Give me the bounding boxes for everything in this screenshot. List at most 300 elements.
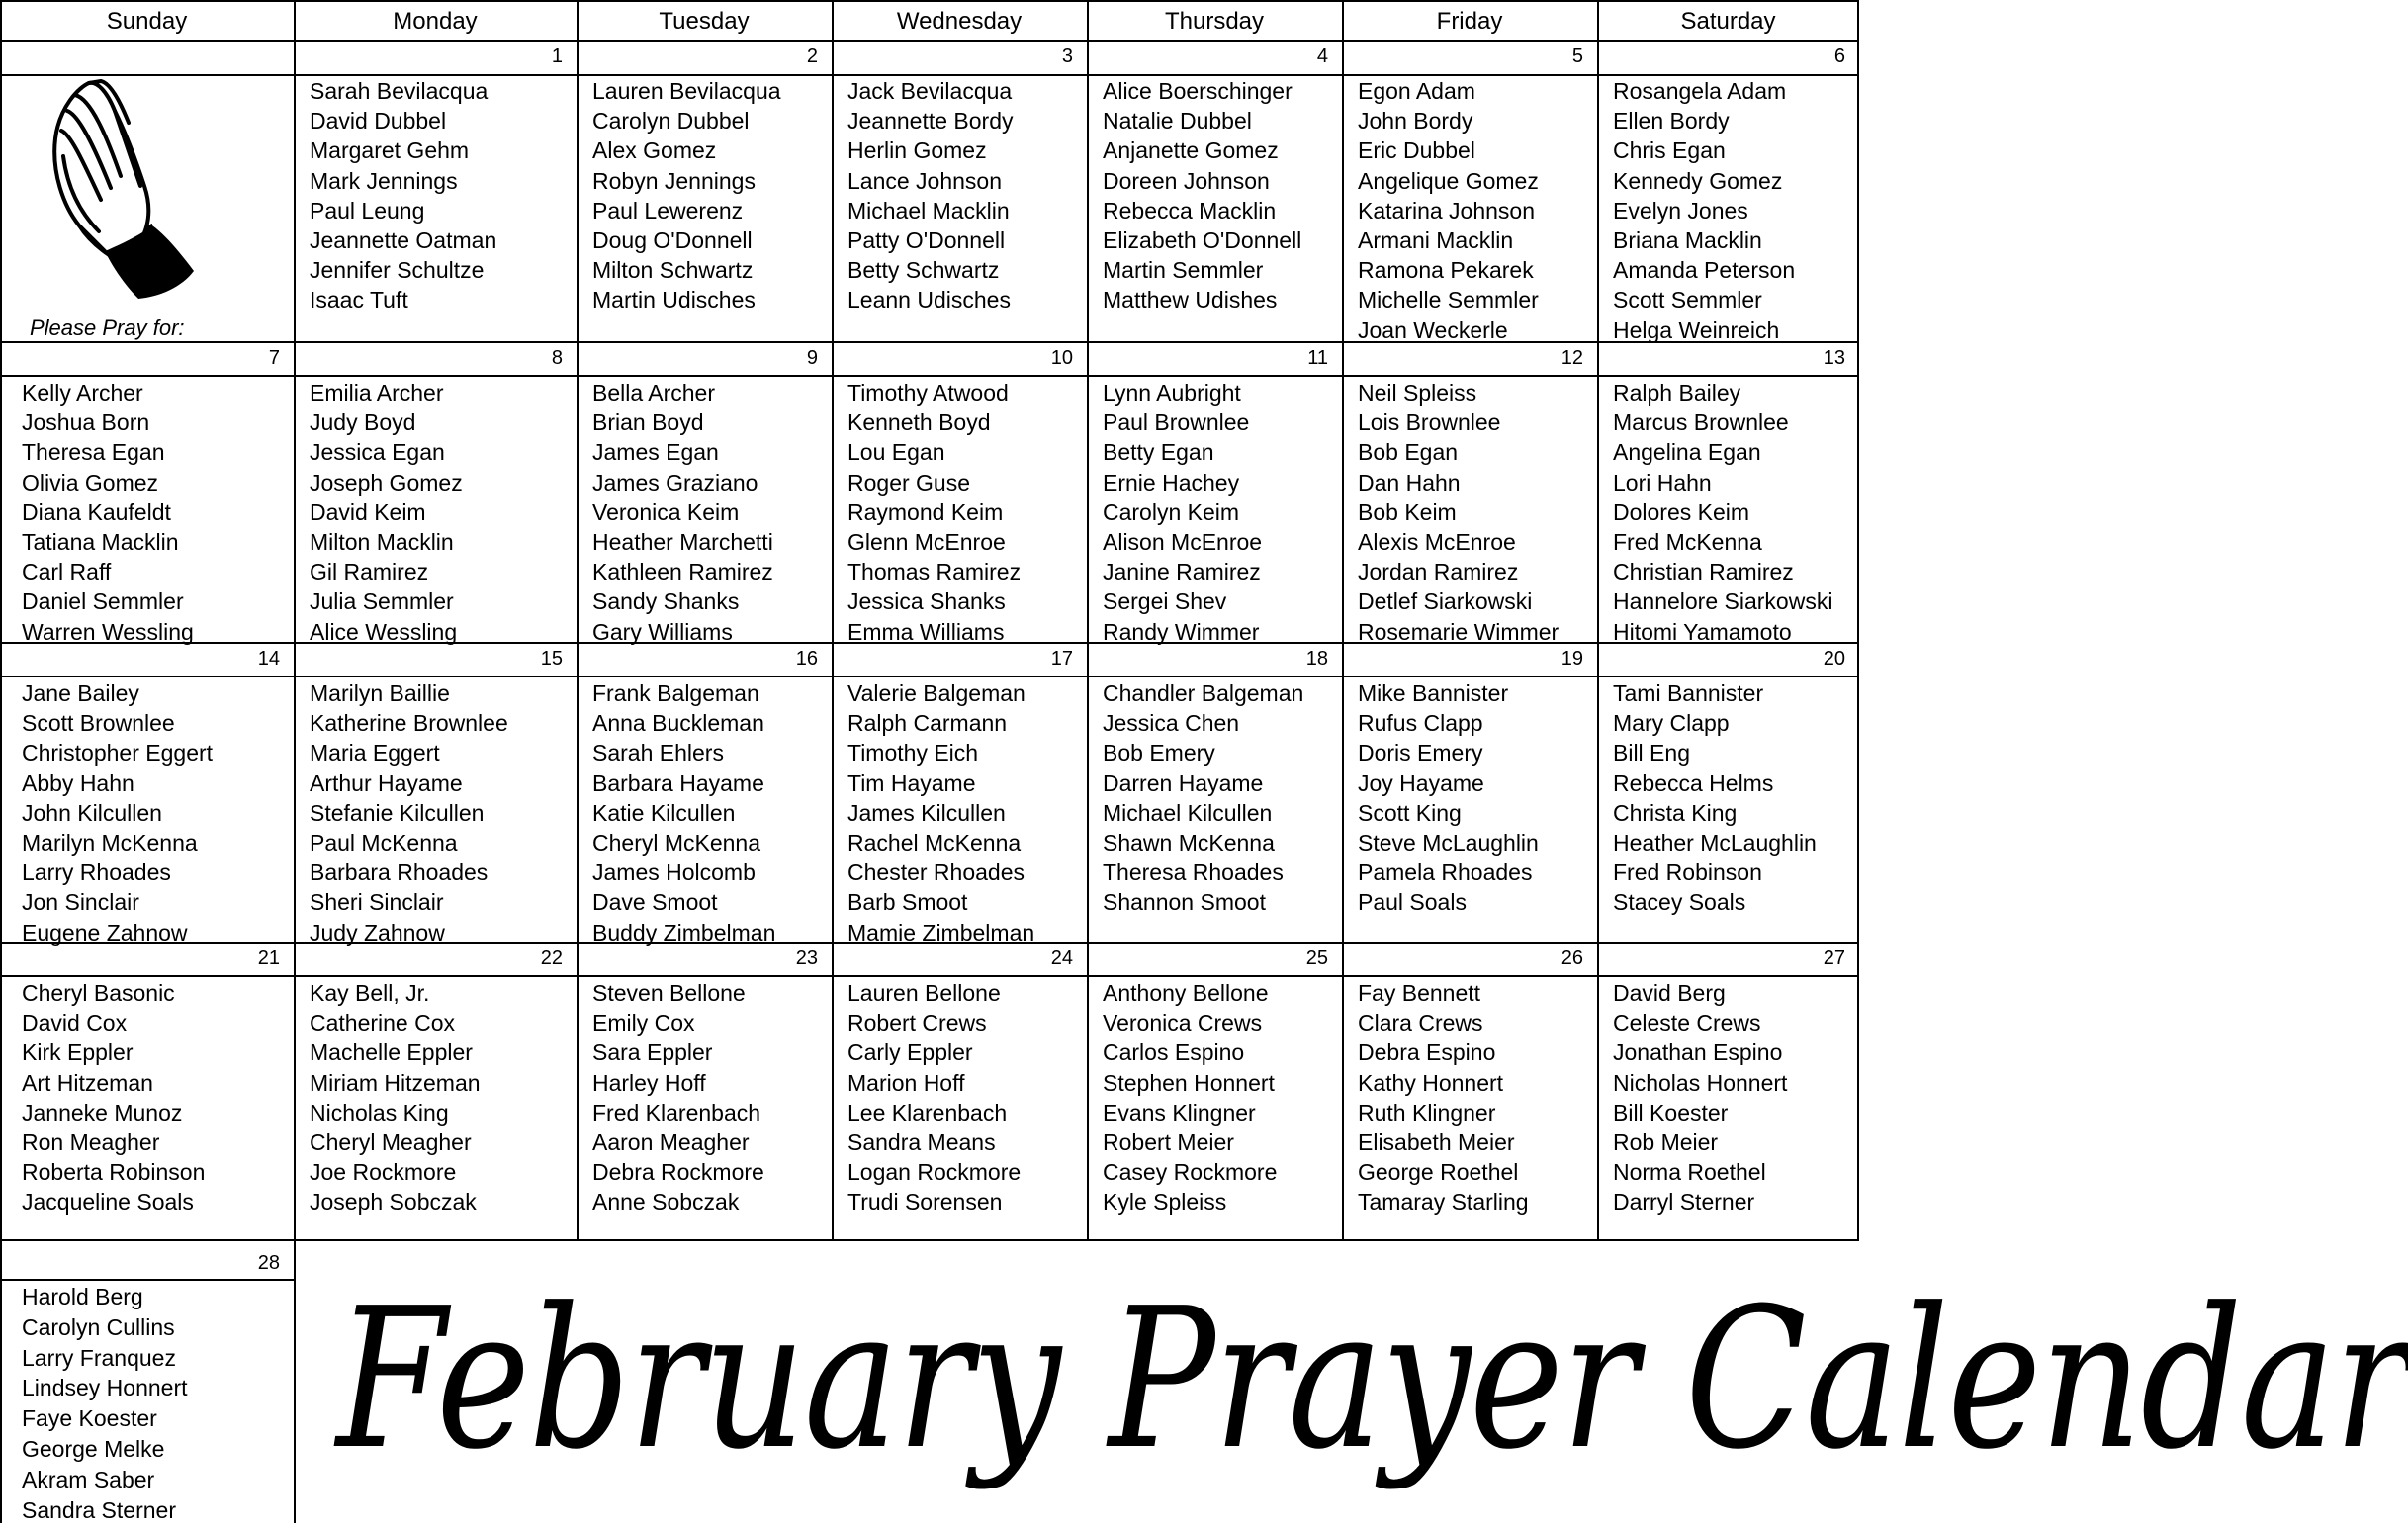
name-item: Doug O'Donnell	[592, 226, 753, 253]
name-item: Helga Weinreich	[1613, 316, 1780, 343]
name-item: Celeste Crews	[1613, 1010, 1761, 1037]
name-item: Tami Bannister	[1613, 680, 1764, 706]
grid-line-horizontal	[0, 1279, 294, 1281]
name-item: Kyle Spleiss	[1103, 1189, 1227, 1216]
name-item: Joseph Gomez	[310, 469, 463, 496]
name-item: David Dubbel	[310, 108, 447, 135]
name-item: Bill Eng	[1613, 740, 1690, 766]
name-item: Lois Brownlee	[1358, 409, 1501, 436]
name-item: Marion Hoff	[847, 1069, 965, 1096]
name-item: Julia Semmler	[310, 588, 454, 615]
name-item: Jessica Chen	[1103, 710, 1240, 737]
day-number-7: 7	[268, 347, 280, 369]
day-9-name-list	[592, 378, 773, 647]
name-item: Lance Johnson	[847, 167, 1003, 194]
name-item: Katie Kilcullen	[592, 799, 736, 826]
name-item: George Melke	[22, 1435, 165, 1462]
weekday-header-tuesday: Tuesday	[659, 8, 750, 35]
name-item: Anna Buckleman	[592, 710, 764, 737]
name-item: Leann Udisches	[847, 287, 1011, 314]
name-item: Pamela Rhoades	[1358, 859, 1533, 886]
day-22-name-list	[310, 978, 481, 1217]
name-item: Norma Roethel	[1613, 1159, 1766, 1186]
name-item: Randy Wimmer	[1103, 618, 1260, 645]
name-item: Sandy Shanks	[592, 588, 740, 615]
name-item: Miriam Hitzeman	[310, 1069, 481, 1096]
grid-line-horizontal	[0, 0, 1859, 2]
day-7-name-list	[22, 378, 194, 647]
day-3-name-list	[847, 76, 1014, 316]
name-item: Jonathan Espino	[1613, 1039, 1783, 1066]
name-item: Nicholas Honnert	[1613, 1069, 1788, 1096]
name-item: Elisabeth Meier	[1358, 1128, 1515, 1155]
name-item: Sarah Bevilacqua	[310, 78, 489, 104]
name-item: Fred McKenna	[1613, 528, 1762, 555]
name-item: Dolores Keim	[1613, 498, 1750, 525]
name-item: Fred Klarenbach	[592, 1099, 761, 1126]
name-item: Alison McEnroe	[1103, 528, 1263, 555]
name-item: Sandra Sterner	[22, 1496, 176, 1523]
name-item: Lauren Bevilacqua	[592, 78, 781, 104]
day-number-22: 22	[540, 947, 563, 969]
day-number-17: 17	[1050, 648, 1073, 670]
grid-line-vertical	[577, 0, 579, 1241]
name-item: Kay Bell, Jr.	[310, 980, 430, 1006]
name-item: Christian Ramirez	[1613, 559, 1794, 586]
name-item: Fay Bennett	[1358, 980, 1481, 1006]
name-item: Jacqueline Soals	[22, 1189, 194, 1216]
name-item: Stacey Soals	[1613, 889, 1746, 916]
name-item: Cheryl McKenna	[592, 829, 761, 856]
name-item: Armani Macklin	[1358, 226, 1514, 253]
name-item: Emilia Archer	[310, 380, 444, 406]
day-number-1: 1	[551, 45, 563, 67]
name-item: Kelly Archer	[22, 380, 143, 406]
name-item: Anjanette Gomez	[1103, 137, 1279, 164]
name-item: Jennifer Schultze	[310, 257, 485, 284]
day-number-18: 18	[1305, 648, 1328, 670]
name-item: Elizabeth O'Donnell	[1103, 226, 1302, 253]
day-4-name-list	[1103, 76, 1301, 316]
name-item: Margaret Gehm	[310, 137, 470, 164]
name-item: Darren Hayame	[1103, 769, 1264, 796]
name-item: Ruth Klingner	[1358, 1099, 1496, 1126]
day-number-10: 10	[1050, 347, 1073, 369]
name-item: Veronica Crews	[1103, 1010, 1263, 1037]
name-item: Raymond Keim	[847, 498, 1004, 525]
name-item: Hitomi Yamamoto	[1613, 618, 1792, 645]
name-item: Isaac Tuft	[310, 287, 408, 314]
name-item: Tamaray Starling	[1358, 1189, 1529, 1216]
day-number-5: 5	[1571, 45, 1583, 67]
name-item: Theresa Rhoades	[1103, 859, 1284, 886]
name-item: Art Hitzeman	[22, 1069, 153, 1096]
name-item: Kathy Honnert	[1358, 1069, 1504, 1096]
name-item: Glenn McEnroe	[847, 528, 1006, 555]
name-item: Eric Dubbel	[1358, 137, 1475, 164]
name-item: Paul McKenna	[310, 829, 458, 856]
day-16-name-list	[592, 678, 775, 947]
name-item: James Kilcullen	[847, 799, 1006, 826]
name-item: Jack Bevilacqua	[847, 78, 1013, 104]
weekday-header-monday: Monday	[393, 8, 478, 35]
name-item: Valerie Balgeman	[847, 680, 1026, 706]
name-item: Harley Hoff	[592, 1069, 706, 1096]
name-item: Ron Meagher	[22, 1128, 160, 1155]
name-item: Shawn McKenna	[1103, 829, 1275, 856]
name-item: Tim Hayame	[847, 769, 976, 796]
name-item: Kenneth Boyd	[847, 409, 991, 436]
day-17-name-list	[847, 678, 1034, 947]
name-item: Scott King	[1358, 799, 1462, 826]
name-item: Amanda Peterson	[1613, 257, 1796, 284]
name-item: Angelique Gomez	[1358, 167, 1539, 194]
day-number-19: 19	[1561, 648, 1583, 670]
day-number-15: 15	[540, 648, 563, 670]
name-item: Emily Cox	[592, 1010, 695, 1037]
name-item: Robyn Jennings	[592, 167, 756, 194]
name-item: David Cox	[22, 1010, 128, 1037]
name-item: Michael Kilcullen	[1103, 799, 1273, 826]
name-item: Bob Egan	[1358, 439, 1459, 466]
grid-line-horizontal	[0, 676, 1859, 677]
name-item: Rosemarie Wimmer	[1358, 618, 1560, 645]
name-item: Sergei Shev	[1103, 588, 1227, 615]
name-item: Sarah Ehlers	[592, 740, 724, 766]
name-item: Maria Eggert	[310, 740, 440, 766]
day-28-name-list	[22, 1282, 188, 1525]
day-number-26: 26	[1561, 947, 1583, 969]
name-item: Lauren Bellone	[847, 980, 1001, 1006]
name-item: Bob Keim	[1358, 498, 1457, 525]
name-item: Gary Williams	[592, 618, 733, 645]
name-item: David Keim	[310, 498, 426, 525]
day-number-9: 9	[806, 347, 818, 369]
day-6-name-list	[1613, 76, 1795, 345]
praying-hands-icon	[49, 77, 198, 301]
day-15-name-list	[310, 678, 508, 947]
name-item: Michael Macklin	[847, 197, 1010, 224]
name-item: Warren Wessling	[22, 618, 194, 645]
day-18-name-list	[1103, 678, 1303, 918]
name-item: Roberta Robinson	[22, 1159, 206, 1186]
grid-line-vertical	[1857, 0, 1859, 1241]
name-item: Brian Boyd	[592, 409, 704, 436]
name-item: Darryl Sterner	[1613, 1189, 1755, 1216]
day-number-3: 3	[1061, 45, 1073, 67]
name-item: Heather McLaughlin	[1613, 829, 1817, 856]
name-item: Alex Gomez	[592, 137, 717, 164]
name-item: Casey Rockmore	[1103, 1159, 1278, 1186]
name-item: Marilyn Baillie	[310, 680, 450, 706]
name-item: Alice Boerschinger	[1103, 78, 1293, 104]
day-number-25: 25	[1305, 947, 1328, 969]
name-item: Stephen Honnert	[1103, 1069, 1275, 1096]
name-item: Scott Brownlee	[22, 710, 175, 737]
name-item: Milton Schwartz	[592, 257, 754, 284]
name-item: Lindsey Honnert	[22, 1375, 188, 1401]
name-item: Robert Meier	[1103, 1128, 1234, 1155]
name-item: Robert Crews	[847, 1010, 987, 1037]
please-pray-for-label: Please Pray for:	[30, 316, 185, 340]
name-item: Neil Spleiss	[1358, 380, 1477, 406]
name-item: Catherine Cox	[310, 1010, 456, 1037]
name-item: Frank Balgeman	[592, 680, 759, 706]
name-item: Barb Smoot	[847, 889, 968, 916]
day-2-name-list	[592, 76, 781, 316]
grid-line-horizontal	[0, 40, 1859, 42]
name-item: Martin Udisches	[592, 287, 756, 314]
grid-line-horizontal	[0, 375, 1859, 377]
name-item: Marilyn McKenna	[22, 829, 198, 856]
day-number-13: 13	[1823, 347, 1845, 369]
name-item: Angelina Egan	[1613, 439, 1761, 466]
grid-line-horizontal	[0, 341, 1859, 343]
name-item: Rebecca Macklin	[1103, 197, 1277, 224]
name-item: Janine Ramirez	[1103, 559, 1261, 586]
grid-line-vertical	[294, 0, 296, 1241]
name-item: George Roethel	[1358, 1159, 1519, 1186]
day-number-28: 28	[257, 1252, 280, 1274]
name-item: Rob Meier	[1613, 1128, 1719, 1155]
name-item: Briana Macklin	[1613, 226, 1762, 253]
name-item: Jeannette Oatman	[310, 226, 497, 253]
name-item: Debra Rockmore	[592, 1159, 764, 1186]
name-item: Sandra Means	[847, 1128, 996, 1155]
name-item: Thomas Ramirez	[847, 559, 1022, 586]
name-item: Hannelore Siarkowski	[1613, 588, 1833, 615]
grid-line-vertical	[1342, 0, 1344, 1241]
name-item: Kirk Eppler	[22, 1039, 134, 1066]
grid-line-horizontal	[0, 975, 1859, 977]
name-item: Lee Klarenbach	[847, 1099, 1008, 1126]
name-item: Chris Egan	[1613, 137, 1726, 164]
name-item: Debra Espino	[1358, 1039, 1496, 1066]
name-item: Clara Crews	[1358, 1010, 1483, 1037]
name-item: Mamie Zimbelman	[847, 919, 1035, 946]
day-number-27: 27	[1823, 947, 1845, 969]
name-item: Rebecca Helms	[1613, 769, 1774, 796]
day-number-21: 21	[257, 947, 280, 969]
name-item: Carl Raff	[22, 559, 112, 586]
name-item: Katherine Brownlee	[310, 710, 508, 737]
name-item: Alice Wessling	[310, 618, 458, 645]
name-item: Theresa Egan	[22, 439, 165, 466]
day-25-name-list	[1103, 978, 1277, 1217]
name-item: Paul Leung	[310, 197, 425, 224]
name-item: Larry Franquez	[22, 1344, 176, 1371]
name-item: Milton Macklin	[310, 528, 454, 555]
name-item: James Holcomb	[592, 859, 756, 886]
name-item: Steve McLaughlin	[1358, 829, 1539, 856]
name-item: Fred Robinson	[1613, 859, 1762, 886]
name-item: Doris Emery	[1358, 740, 1483, 766]
name-item: James Graziano	[592, 469, 758, 496]
name-item: Logan Rockmore	[847, 1159, 1022, 1186]
name-item: Carolyn Dubbel	[592, 108, 750, 135]
name-item: Joy Hayame	[1358, 769, 1484, 796]
day-10-name-list	[847, 378, 1021, 647]
name-item: Kathleen Ramirez	[592, 559, 773, 586]
name-item: Bob Emery	[1103, 740, 1215, 766]
name-item: Arthur Hayame	[310, 769, 463, 796]
name-item: Sara Eppler	[592, 1039, 713, 1066]
grid-line-vertical	[832, 0, 834, 1241]
day-27-name-list	[1613, 978, 1787, 1217]
name-item: Lou Egan	[847, 439, 945, 466]
name-item: Nicholas King	[310, 1099, 449, 1126]
weekday-header-friday: Friday	[1436, 8, 1503, 35]
day-number-23: 23	[795, 947, 818, 969]
name-item: Chandler Balgeman	[1103, 680, 1304, 706]
name-item: Mary Clapp	[1613, 710, 1730, 737]
name-item: Detlef Siarkowski	[1358, 588, 1533, 615]
name-item: Matthew Udishes	[1103, 287, 1278, 314]
day-number-24: 24	[1050, 947, 1073, 969]
calendar-title: February Prayer Calendar	[336, 1267, 2408, 1492]
day-number-14: 14	[257, 648, 280, 670]
grid-line-vertical	[1087, 0, 1089, 1241]
name-item: Dan Hahn	[1358, 469, 1461, 496]
day-number-11: 11	[1307, 347, 1328, 369]
name-item: Jane Bailey	[22, 680, 139, 706]
name-item: Natalie Dubbel	[1103, 108, 1252, 135]
name-item: James Egan	[592, 439, 719, 466]
name-item: Evans Klingner	[1103, 1099, 1256, 1126]
name-item: John Kilcullen	[22, 799, 162, 826]
day-number-4: 4	[1316, 45, 1328, 67]
name-item: Rufus Clapp	[1358, 710, 1483, 737]
name-item: Jordan Ramirez	[1358, 559, 1519, 586]
name-item: Judy Zahnow	[310, 919, 445, 946]
name-item: Paul Lewerenz	[592, 197, 744, 224]
name-item: Akram Saber	[22, 1466, 155, 1492]
name-item: Ellen Bordy	[1613, 108, 1730, 135]
grid-line-vertical	[0, 1241, 2, 1523]
name-item: Janneke Munoz	[22, 1099, 183, 1126]
name-item: Betty Schwartz	[847, 257, 1000, 284]
name-item: Christa King	[1613, 799, 1738, 826]
name-item: Carolyn Keim	[1103, 498, 1240, 525]
weekday-header-thursday: Thursday	[1164, 8, 1265, 35]
name-item: Aaron Meagher	[592, 1128, 750, 1155]
day-number-16: 16	[795, 648, 818, 670]
day-number-2: 2	[806, 45, 818, 67]
day-26-name-list	[1358, 978, 1529, 1217]
name-item: Larry Rhoades	[22, 859, 171, 886]
day-20-name-list	[1613, 678, 1817, 918]
name-item: Katarina Johnson	[1358, 197, 1536, 224]
name-item: Carly Eppler	[847, 1039, 973, 1066]
day-number-12: 12	[1561, 347, 1583, 369]
name-item: Trudi Sorensen	[847, 1189, 1003, 1216]
name-item: Mark Jennings	[310, 167, 458, 194]
name-item: Evelyn Jones	[1613, 197, 1748, 224]
day-19-name-list	[1358, 678, 1539, 918]
name-item: David Berg	[1613, 980, 1726, 1006]
name-item: Veronica Keim	[592, 498, 740, 525]
name-item: Kennedy Gomez	[1613, 167, 1783, 194]
name-item: Gil Ramirez	[310, 559, 429, 586]
name-item: Anthony Bellone	[1103, 980, 1269, 1006]
name-item: Michelle Semmler	[1358, 287, 1539, 314]
name-item: Emma Williams	[847, 618, 1005, 645]
weekday-header-sunday: Sunday	[106, 8, 188, 35]
name-item: Ralph Bailey	[1613, 380, 1741, 406]
name-item: Jeannette Bordy	[847, 108, 1014, 135]
day-21-name-list	[22, 978, 205, 1217]
name-item: Olivia Gomez	[22, 469, 159, 496]
name-item: Roger Guse	[847, 469, 971, 496]
name-item: Marcus Brownlee	[1613, 409, 1789, 436]
name-item: Ramona Pekarek	[1358, 257, 1534, 284]
name-item: Betty Egan	[1103, 439, 1214, 466]
name-item: Tatiana Macklin	[22, 528, 179, 555]
name-item: Bill Koester	[1613, 1099, 1729, 1126]
day-13-name-list	[1613, 378, 1832, 647]
name-item: Heather Marchetti	[592, 528, 773, 555]
weekday-header-saturday: Saturday	[1680, 8, 1776, 35]
name-item: Faye Koester	[22, 1405, 157, 1432]
name-item: Barbara Hayame	[592, 769, 764, 796]
grid-line-vertical	[0, 0, 2, 1241]
name-item: John Bordy	[1358, 108, 1473, 135]
name-item: Rosangela Adam	[1613, 78, 1787, 104]
day-24-name-list	[847, 978, 1021, 1217]
name-item: Daniel Semmler	[22, 588, 184, 615]
name-item: Judy Boyd	[310, 409, 416, 436]
name-item: Joshua Born	[22, 409, 150, 436]
name-item: Alexis McEnroe	[1358, 528, 1516, 555]
name-item: Buddy Zimbelman	[592, 919, 776, 946]
name-item: Doreen Johnson	[1103, 167, 1270, 194]
name-item: Dave Smoot	[592, 889, 718, 916]
name-item: Joseph Sobczak	[310, 1189, 477, 1216]
name-item: Chester Rhoades	[847, 859, 1025, 886]
grid-line-vertical	[294, 1241, 296, 1523]
name-item: Rachel McKenna	[847, 829, 1022, 856]
day-8-name-list	[310, 378, 463, 647]
name-item: Scott Semmler	[1613, 287, 1762, 314]
name-item: Ralph Carmann	[847, 710, 1008, 737]
name-item: Stefanie Kilcullen	[310, 799, 485, 826]
name-item: Harold Berg	[22, 1284, 143, 1309]
name-item: Steven Bellone	[592, 980, 746, 1006]
day-11-name-list	[1103, 378, 1262, 647]
name-item: Joan Weckerle	[1358, 316, 1508, 343]
name-item: Joe Rockmore	[310, 1159, 457, 1186]
name-item: Carolyn Cullins	[22, 1313, 175, 1340]
name-item: Herlin Gomez	[847, 137, 987, 164]
name-item: Sheri Sinclair	[310, 889, 444, 916]
day-number-6: 6	[1833, 45, 1845, 67]
name-item: Abby Hahn	[22, 769, 134, 796]
grid-line-vertical	[1597, 0, 1599, 1241]
name-item: Mike Bannister	[1358, 680, 1509, 706]
day-5-name-list	[1358, 76, 1539, 345]
name-item: Paul Brownlee	[1103, 409, 1250, 436]
name-item: Machelle Eppler	[310, 1039, 473, 1066]
name-item: Eugene Zahnow	[22, 919, 188, 946]
name-item: Carlos Espino	[1103, 1039, 1245, 1066]
name-item: Jessica Egan	[310, 439, 445, 466]
name-item: Egon Adam	[1358, 78, 1475, 104]
name-item: Christopher Eggert	[22, 740, 214, 766]
name-item: Patty O'Donnell	[847, 226, 1006, 253]
name-item: Lynn Aubright	[1103, 380, 1241, 406]
name-item: Ernie Hachey	[1103, 469, 1240, 496]
name-item: Martin Semmler	[1103, 257, 1264, 284]
